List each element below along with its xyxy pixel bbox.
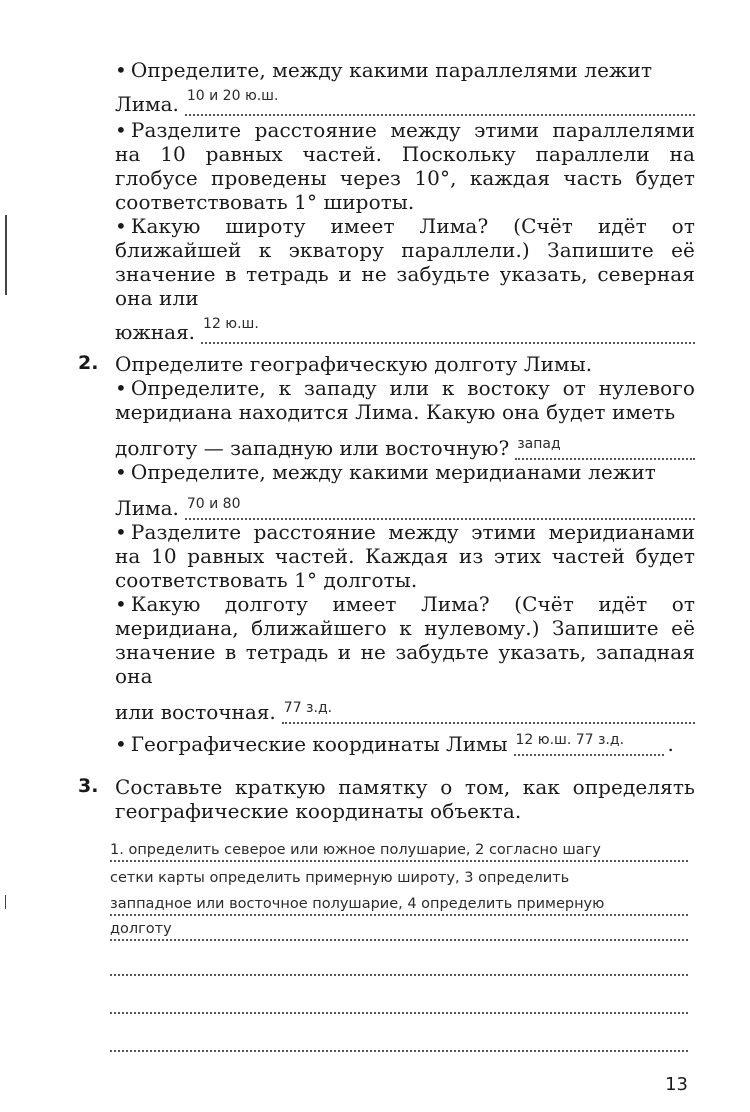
answer-line-longitude — [115, 700, 695, 724]
handwritten-answer: сетки карты определить примерную широту, 3 определить — [110, 870, 570, 886]
handwritten-answer: заппадное или восточное полушарие, 4 определить примерную — [110, 896, 605, 912]
task-number: 2. — [78, 352, 99, 374]
answer-field[interactable] — [185, 88, 695, 116]
handwritten-answer: 1. определить северое или южное полушарие, 2 согласно шагу — [110, 842, 601, 858]
task-2 — [115, 352, 695, 756]
memo-line[interactable] — [110, 917, 688, 941]
task-3 — [115, 775, 695, 823]
page-number: 13 — [665, 1074, 688, 1095]
bullet-parallels: • Определите, между какими параллелями лежит — [115, 58, 695, 82]
task-title: Определите географическую долготу Лимы. — [115, 352, 593, 376]
answer-label: Лима. — [115, 496, 179, 520]
handwritten-answer: 77 з.д. — [283, 700, 333, 716]
answer-line-hemisphere — [115, 436, 695, 460]
handwritten-answer: 12 ю.ш. — [203, 316, 259, 332]
memo-line[interactable] — [110, 952, 688, 976]
memo-line[interactable] — [110, 892, 688, 916]
answer-label: долготу — западную или восточную? — [115, 436, 510, 460]
memo-line[interactable] — [110, 990, 688, 1014]
task-title: Составьте краткую памятку о том, как определять географические координаты объекта. — [115, 775, 695, 823]
bullet-meridians: • Определите, между какими меридианами лежит — [115, 460, 695, 484]
memo-line[interactable] — [110, 1028, 688, 1052]
handwritten-answer: запад — [517, 436, 561, 452]
handwritten-answer: 12 ю.ш. 77 з.д. — [515, 732, 625, 748]
handwritten-answer: 70 и 80 — [186, 496, 241, 512]
answer-field[interactable] — [282, 702, 695, 724]
answer-line-coordinates: • Географические координаты Лимы 12 ю.ш. 77 з.д. . — [115, 732, 695, 756]
answer-label: Лима. — [115, 92, 179, 116]
answer-line-parallels — [115, 88, 695, 116]
handwritten-answer: 10 и 20 ю.ш. — [186, 88, 279, 104]
bullet-divide-meridians: • Разделите расстояние между этими меридианами на 10 равных частей. Каждая из этих частей будет соответствовать 1° долготы. — [115, 520, 695, 592]
handwritten-answer: долготу — [110, 921, 172, 937]
memo-line[interactable] — [110, 838, 688, 862]
answer-line-latitude — [115, 316, 695, 344]
bullet-west-east: • Определите, к западу или к востоку от нулевого меридиана находится Лима. Какую она будет иметь — [115, 376, 695, 424]
answer-field[interactable] — [514, 734, 664, 756]
answer-field[interactable] — [201, 316, 695, 344]
memo-line[interactable] — [110, 866, 688, 888]
task-number: 3. — [78, 775, 99, 797]
answer-field[interactable] — [515, 438, 695, 460]
answer-label: южная. — [115, 320, 196, 344]
answer-line-meridians — [115, 496, 695, 520]
answer-label: или восточная. — [115, 700, 276, 724]
bullet-divide-parallels: • Разделите расстояние между этими параллелями на 10 равных частей. Поскольку параллели на глобусе проведены через 10°, каждая часть будет соответствовать 1° широты. — [115, 118, 695, 214]
margin-mark — [5, 215, 7, 295]
latitude-steps — [115, 58, 695, 344]
bullet-latitude: • Какую широту имеет Лима? (Счёт идёт от ближайшей к экватору параллели.) Запишите её значение в тетрадь и не забудьте указать, северная она или — [115, 214, 695, 310]
bullet-longitude: • Какую долготу имеет Лима? (Счёт идёт от меридиана, ближайшего к нулевому.) Запишите её значение в тетрадь и не забудьте указать, западная она — [115, 592, 695, 688]
answer-field[interactable] — [185, 498, 695, 520]
margin-mark — [5, 895, 6, 909]
answer-label: • Географические координаты Лимы — [115, 732, 508, 756]
